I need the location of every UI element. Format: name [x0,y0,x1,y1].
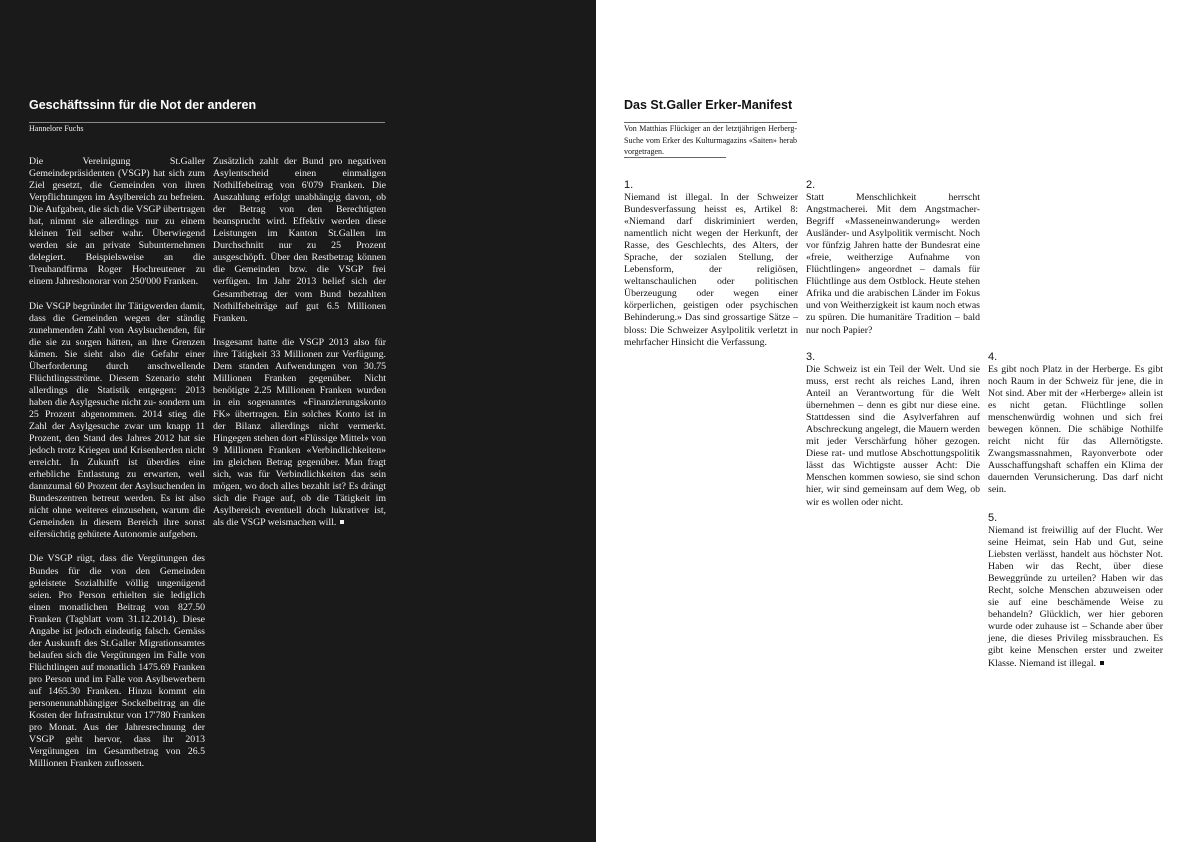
thesis-2 [806,179,980,337]
thesis-number: 5. [988,512,998,524]
thesis-number: 4. [988,351,998,363]
end-mark-icon [1100,661,1104,665]
thesis-text: Niemand ist freiwillig auf der Flucht. Wer seine Heimat, sein Hab und Gut, seine Liebsten verlässt, handelt aus höchster Not. Haben wir das Recht, über diese Beweggründe zu urteilen? Haben wir das Recht, solche Menschen abzuweisen oder sie auf eine beschämende Weise zu behandeln? Glücklich, wer hier geboren wurde oder zuhause ist – Schande aber über jene, die dieses Privileg missbrauchen. Es gibt keine Menschen erster und zweiter Klasse. Niemand ist illegal. [988,525,1163,669]
manifest-title: Das St.Galler Erker-Manifest [624,98,793,112]
intro-rule [624,157,726,158]
article-column-2 [213,156,386,529]
article-column-1 [29,156,205,770]
thesis-text: Es gibt noch Platz in der Herberge. Es gibt noch Raum in der Schweiz für jene, die in Not sind. Aber mit der «Herberge» allein ist es nicht getan. Flüchtlinge sollen menschenwürdig wohnen und sich frei bewegen können. Die schäbige Nothilfe reicht nicht für das Allernötigste. Zwangsmassnahmen, Rayonverbote oder Ausschaffungshaft schaffen ein Klima der dauernden Verunsicherung. Das darf nicht sein. [988,364,1163,496]
thesis-text: Statt Menschlichkeit herrscht Angstmacherei. Mit dem Angstmacher-Begriff «Masseneinwanderung» werden Ausländer- und Asylpolitik vermischt. Noch vor fünfzig Jahren hatte der Bundesrat eine «freie, weitherzige Aufnahme von Flüchtlingen» angeordnet – damals für Flüchtlinge aus dem Ostblock. Heute stehen Afrika und die arabischen Länder im Fokus und von Weitherzigkeit ist kaum noch etwas zu spüren. Die humanitäre Tradition – bald nur noch Papier? [806,192,980,336]
paragraph: Die VSGP rügt, dass die Vergütungen des Bundes für die von den Gemeinden geleistete Sozialhilfe völlig ungenügend seien. Pro Person erhielten sie lediglich einen monatlichen Beitrag von 827.50 Franken (Tagblatt vom 31.12.2014). Diese Angabe ist jedoch eindeutig falsch. Gemäss der Auskunft des St.Galler Migrationsamtes belaufen sich die Vergütungen im Falle von Flüchtlingen auf monatlich 1475.69 Franken pro Person und im Falle von Asylbewerbern auf 1465.30 Franken. Hinzu kommt ein personenunabhängiger Sockelbeitrag an die Kosten der Infrastruktur von 17'780 Franken pro Monat. Aus der Jahresrechnung der VSGP geht hervor, dass ihr 2013 Vergütungen im Gesamtbetrag von 26.5 Millionen Franken zuflossen. [29,553,205,770]
thesis-number: 1. [624,179,634,191]
end-mark-icon [340,520,344,524]
thesis-5 [988,512,1163,670]
right-page [596,0,1191,842]
intro-text: Von Matthias Flückiger an der letztjährigen Herberg-Suche vom Erker des Kulturmagazins «Saiten» herab vorgetragen. [624,124,797,156]
paragraph: Zusätzlich zahlt der Bund pro negativen Asylentscheid einen einmaligen Nothilfebeitrag von 6'079 Franken. Die Auszahlung erfolgt unabhängig davon, ob der Betrag von den Berechtigten beansprucht wird. Effektiv werden diese Leistungen im Kanton St.Gallen im Durchschnitt nur zu 25 Prozent ausgeschöpft. Über den Restbetrag können die Gemeinden bzw. die VSGP frei verfügen. Im Jahr 2013 belief sich der Gesamtbetrag der vom Bund bezahlten Nothilfebeiträge auf gut 6.5 Millionen Franken. [213,156,386,324]
paragraph [213,337,386,530]
thesis-4 [988,351,1163,497]
author-byline: Hannelore Fuchs [29,124,84,133]
thesis-3 [806,351,980,509]
thesis-number: 2. [806,179,816,191]
thesis-text: Die Schweiz ist ein Teil der Welt. Und sie muss, erst recht als reiches Land, ihren Anteil an Verantwortung für die Welt übernehmen – denn es gibt nur diese eine. Stattdessen sind die Asylverfahren auf Abschreckung angelegt, die Mauern werden mit jeder Verschärfung höher gezogen. Diese rat- und mutlose Abschottungspolitik lässt das Wichtigste ausser Acht: Die Menschen kommen sowieso, sie sind schon hier, wir sind gemeinsam auf dem Weg, ob wir es wollen oder nicht. [806,364,980,508]
thesis-text-wrap [988,525,1163,670]
paragraph: Die VSGP begründet ihr Tätigwerden damit, dass die Gemeinden wegen der ständig zunehmenden Zahl von Asylsuchenden, für die sie zu sorgen hätten, an ihre Grenzen kämen. Sie sieht also die Gefahr einer Überforderung durch anschwellende Flüchtlingsströme. Diesem Szenario steht allerdings die Statistik entgegen: 2013 haben die Asylgesuche nicht zu- sondern um 25 Prozent abgenommen. 2014 stieg die Zahl der Asylgesuche zwar um knapp 11 Prozent, den Stand des Jahres 2012 hat sie jedoch trotz Kriegen und Krisenherden nicht erreicht. In Zukunft ist überdies eine erhebliche Entlastung zu erwarten, weil dannzumal 60 Prozent der Asylsuchenden in Bundeszentren betreut werden. Es ist also nicht ohne weiteres einzusehen, warum die Gemeinden in diesem Bereich ihre sonst eifersüchtig gehütete Autonomie aufgeben. [29,300,205,541]
article-title: Geschäftssinn für die Not der anderen [29,98,257,112]
thesis-number: 3. [806,351,816,363]
paragraph-text: Insgesamt hatte die VSGP 2013 also für ihre Tätigkeit 33 Millionen zur Verfügung. Dem standen Aufwendungen von 30.75 Millionen Franken gegenüber. Nicht benötigte 2.25 Millionen Franken wurden in ein sogenanntes «Finanzierungskonto FK» übertragen. Ein solches Konto ist in der Bilanz allerdings nicht vermerkt. Hingegen stehen dort «Flüssige Mittel» von 9 Millionen Franken «Verbindlichkeiten» im gleichen Betrag gegenüber. Man fragt sich, was für Verbindlichkeiten das sein mögen, wo doch alles bezahlt ist? Es drängt sich die Frage auf, ob die Tätigkeit im Asylbereich eventuell doch lukrativer ist, als die VSGP weismachen will. [213,336,386,529]
paragraph: Die Vereinigung St.Galler Gemeindepräsidenten (VSGP) hat sich zum Ziel gesetzt, die Gemeinden von ihren Verpflichtungen im Asylbereich zu befreien. Die Aufgaben, die sich die VSGP übertragen hat, nimmt sie allerdings nur zu einem kleinen Teil selber wahr. Überwiegend werden sie an private Subunternehmen delegiert. Beispielsweise an die Treuhandfirma Roger Hochreutener zu einem Jahreshonorar von 250'000 Franken. [29,156,205,288]
thesis-1 [624,179,798,349]
thesis-text: Niemand ist illegal. In der Schweizer Bundesverfassung heisst es, Artikel 8: «Niemand darf diskriminiert werden, namentlich nicht wegen der Herkunft, der Rasse, des Geschlechts, des Alters, der Sprache, der sozialen Stellung, der Lebensform, der religiösen, weltanschaulichen oder politischen Überzeugung oder wegen einer körperlichen, geistigen oder psychischen Behinderung.» Das sind grossartige Sätze – bloss: Die Schweizer Asylpolitik verletzt in mehrfacher Hinsicht die Verfassung. [624,192,798,348]
